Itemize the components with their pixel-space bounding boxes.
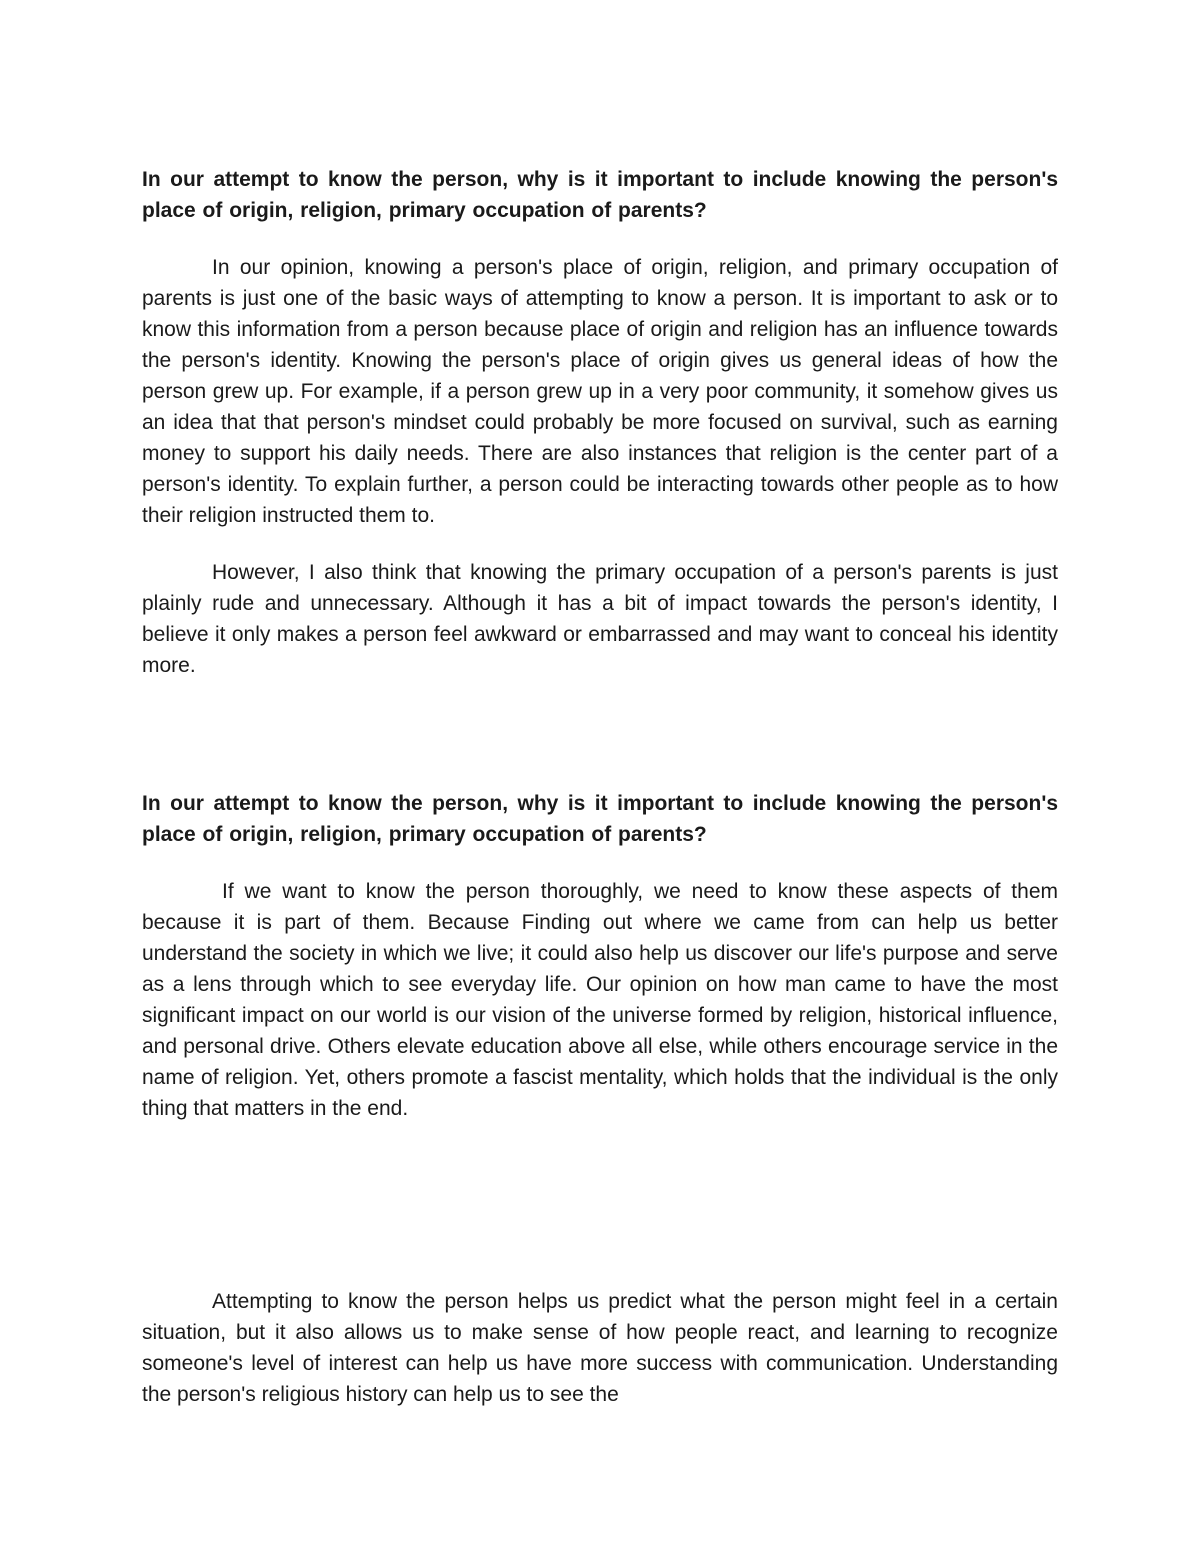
section-3 [142,1286,1058,1410]
section-1 [142,164,1058,681]
spacer [142,226,1058,252]
spacer [142,850,1058,876]
answer-paragraph: Attempting to know the person helps us predict what the person might feel in a certain situation, but it also allows us to make sense of how people react, and learning to recognize someone's level of interest can help us have more success with communication. Understanding the person's religious history can help us to see the [142,1290,1058,1406]
section-2 [142,788,1058,1124]
answer-paragraph: However, I also think that knowing the primary occupation of a person's parents is just plainly rude and unnecessary. Although it has a bit of impact towards the person's identity, I believe it only makes a person feel awkward or embarrassed and may want to conceal his identity more. [142,561,1058,677]
answer-paragraph: In our opinion, knowing a person's place of origin, religion, and primary occupation of parents is just one of the basic ways of attempting to know a person. It is important to ask or to know this information from a person because place of origin and religion has an influence towards the person's identity. Knowing the person's place of origin gives us general ideas of how the person grew up. For example, if a person grew up in a very poor community, it somehow gives us an idea that that person's mindset could probably be more focused on survival, such as earning money to support his daily needs. There are also instances that religion is the center part of a person's identity. To explain further, a person could be interacting towards other people as to how their religion instructed them to. [142,256,1058,527]
question-heading: In our attempt to know the person, why is it important to include knowing the person's place of origin, religion, primary occupation of parents? [142,168,1058,222]
spacer [142,531,1058,557]
answer-paragraph: If we want to know the person thoroughly, we need to know these aspects of them because it is part of them. Because Finding out where we came from can help us better understand the society in which we live; it could also help us discover our life's purpose and serve as a lens through which to see everyday life. Our opinion on how man came to have the most significant impact on our world is our vision of the universe formed by religion, historical influence, and personal drive. Others elevate education above all else, while others encourage service in the name of religion. Yet, others promote a fascist mentality, which holds that the individual is the only thing that matters in the end. [142,880,1058,1120]
question-heading: In our attempt to know the person, why is it important to include knowing the person's place of origin, religion, primary occupation of parents? [142,792,1058,846]
